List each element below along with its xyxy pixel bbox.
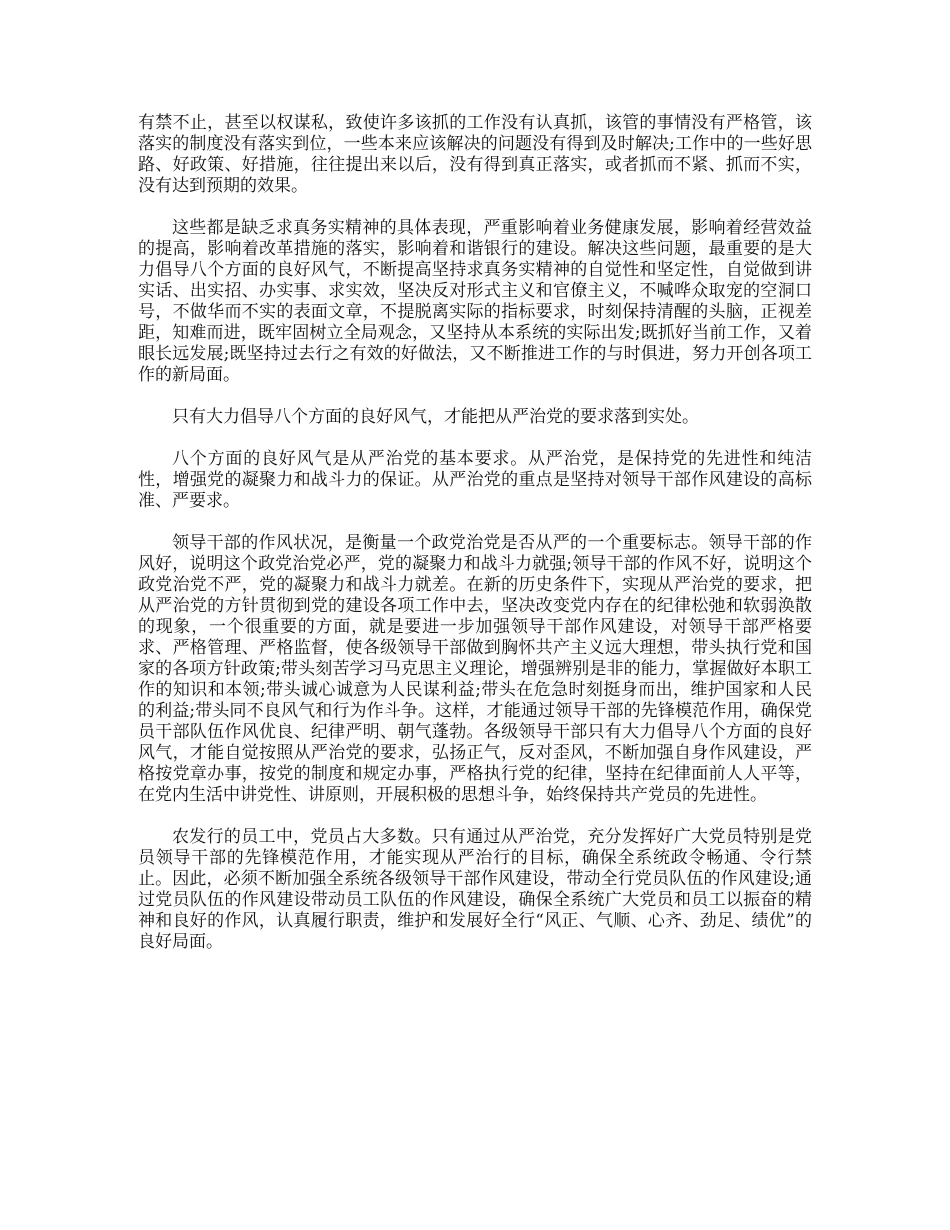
paragraph-2: 这些都是缺乏求真务实精神的具体表现，严重影响着业务健康发展，影响着经营效益的提高，影响着改革措施的落实，影响着和谐银行的建设。解决这些问题，最重要的是大力倡导八个方面的良好风气，不断提高坚持求真务实精神的自觉性和坚定性，自觉做到讲实话、出实招、办实事、求实效，坚决反对形式主义和官僚主义，不喊哗众取宠的空洞口号，不做华而不实的表面文章，不提脱离实际的指标要求，时刻保持清醒的头脑，正视差距，知难而进，既牢固树立全局观念，又坚持从本系统的实际出发;既抓好当前工作，又着眼长远发展;既坚持过去行之有效的好做法，又不断推进工作的与时俱进，努力开创各项工作的新局面。 [138, 218, 812, 385]
paragraph-3: 只有大力倡导八个方面的良好风气，才能把从严治党的要求落到实处。 [172, 407, 699, 427]
document-body [138, 113, 812, 974]
paragraph-6: 农发行的员工中，党员占大多数。只有通过从严治党，充分发挥好广大党员特别是党员领导干部的先锋模范作用，才能实现从严治行的目标，确保全系统政令畅通、令行禁止。因此，必须不断加强全系统各级领导干部作风建设，带动全行党员队伍的作风建设;通过党员队伍的作风建设带动员工队伍的作风建设，确保全系统广大党员和员工以振奋的精神和良好的作风，认真履行职责，维护和发展好全行“风正、气顺、心齐、劲足、绩优”的良好局面。 [138, 827, 812, 952]
paragraph-4: 八个方面的良好风气是从严治党的基本要求。从严治党，是保持党的先进性和纯洁性，增强党的凝聚力和战斗力的保证。从严治党的重点是坚持对领导干部作风建设的高标准、严要求。 [138, 449, 812, 511]
paragraph-1: 有禁不止，甚至以权谋私，致使许多该抓的工作没有认真抓，该管的事情没有严格管，该落实的制度没有落实到位，一些本来应该解决的问题没有得到及时解决;工作中的一些好思路、好政策、好措施，往往提出来以后，没有得到真正落实，或者抓而不紧、抓而不实，没有达到预期的效果。 [138, 113, 812, 196]
paragraph-5: 领导干部的作风状况，是衡量一个政党治党是否从严的一个重要标志。领导干部的作风好，说明这个政党治党必严，党的凝聚力和战斗力就强;领导干部的作风不好，说明这个政党治党不严，党的凝聚力和战斗力就差。在新的历史条件下，实现从严治党的要求，把从严治党的方针贯彻到党的建设各项工作中去，坚决改变党内存在的纪律松弛和软弱涣散的现象，一个很重要的方面，就是要进一步加强领导干部作风建设，对领导干部严格要求、严格管理、严格监督，使各级领导干部做到胸怀共产主义远大理想，带头执行党和国家的各项方针政策;带头刻苦学习马克思主义理论，增强辨别是非的能力，掌握做好本职工作的知识和本领;带头诚心诚意为人民谋利益;带头在危急时刻挺身而出，维护国家和人民的利益;带头同不良风气和行为作斗争。这样，才能通过领导干部的先锋模范作用，确保党员干部队伍作风优良、纪律严明、朝气蓬勃。各级领导干部只有大力倡导八个方面的良好风气，才能自觉按照从严治党的要求，弘扬正气，反对歪风，不断加强自身作风建设，严格按党章办事，按党的制度和规定办事，严格执行党的纪律，坚持在纪律面前人人平等，在党内生活中讲党性、讲原则，开展积极的思想斗争，始终保持共产党员的先进性。 [138, 533, 812, 805]
